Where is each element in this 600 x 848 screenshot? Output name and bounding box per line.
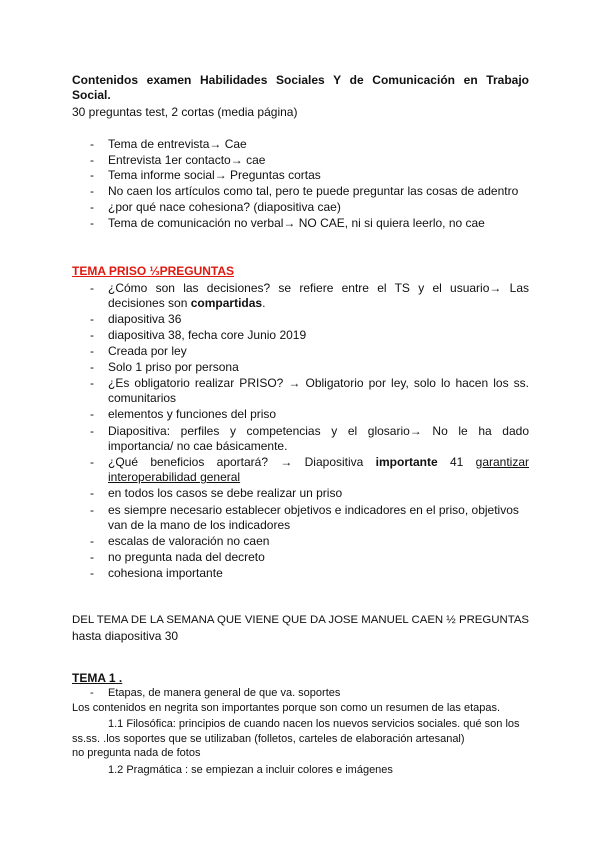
- list-item: ¿por qué nace cohesiona? (diapositiva cae): [108, 200, 341, 214]
- next-week-note: DEL TEMA DE LA SEMANA QUE VIENE QUE DA JOSE MANUEL CAEN ½ PREGUNTAS: [72, 614, 530, 626]
- list-bullet: -: [90, 550, 94, 564]
- list-item-continued: interoperabilidad general: [108, 470, 241, 484]
- list-item: ¿Es obligatorio realizar PRISO? → Obligatorio por ley, solo lo hacen los ss.: [108, 376, 529, 390]
- list-bullet: -: [90, 137, 94, 151]
- list-bullet: -: [90, 687, 94, 699]
- paragraph-line: no pregunta nada de fotos: [72, 747, 201, 759]
- list-item-continued: [108, 296, 265, 311]
- list-item-text: .: [262, 296, 266, 310]
- list-item-continued: van de la mano de los indicadores: [108, 518, 291, 532]
- list-item-text: ¿Qué beneficios aportará? → Diapositiva: [108, 455, 376, 469]
- list-item: Creada por ley: [108, 344, 187, 358]
- list-item-text: 41: [437, 455, 476, 469]
- underlined-text: garantizar: [475, 455, 530, 469]
- list-bullet: -: [90, 312, 94, 326]
- document-title-continued: Social.: [72, 88, 111, 102]
- paragraph-line: ss.ss. .los soportes que se utilizaban (folletos, carteles de elaboración artesanal): [72, 733, 465, 745]
- tema1-heading: TEMA 1 .: [72, 671, 123, 685]
- list-item: no pregunta nada del decreto: [108, 550, 265, 564]
- list-bullet: -: [90, 376, 94, 390]
- list-item: Entrevista 1er contacto→ cae: [108, 153, 266, 167]
- document-title: Contenidos examen Habilidades Sociales Y de Comunicación en Trabajo: [72, 73, 529, 87]
- list-bullet: -: [90, 200, 94, 214]
- list-item: No caen los artículos como tal, pero te puede preguntar las cosas de adentro: [108, 184, 519, 198]
- list-item: Tema informe social→ Preguntas cortas: [108, 168, 321, 182]
- list-bullet: -: [90, 455, 94, 469]
- list-item-continued: comunitarios: [108, 391, 177, 405]
- list-bullet: -: [90, 184, 94, 198]
- list-bullet: -: [90, 360, 94, 374]
- list-item: es siempre necesario establecer objetivos e indicadores en el priso, objetivos: [108, 503, 519, 517]
- next-week-scope: hasta diapositiva 30: [72, 629, 179, 643]
- list-bullet: -: [90, 566, 94, 580]
- list-item: escalas de valoración no caen: [108, 534, 270, 548]
- list-bullet: -: [90, 407, 94, 421]
- list-bullet: -: [90, 216, 94, 230]
- list-bullet: -: [90, 486, 94, 500]
- list-item: en todos los casos se debe realizar un priso: [108, 486, 343, 500]
- emphasis-text: importante: [375, 455, 438, 469]
- emphasis-text: compartidas: [190, 296, 263, 310]
- list-bullet: -: [90, 424, 94, 438]
- list-item: Solo 1 priso por persona: [108, 360, 239, 374]
- list-item: ¿Cómo son las decisiones? se refiere entre el TS y el usuario→ Las: [108, 281, 529, 295]
- list-item: Tema de entrevista→ Cae: [108, 137, 247, 151]
- list-item: elementos y funciones del priso: [108, 407, 277, 421]
- list-bullet: -: [90, 534, 94, 548]
- paragraph-line: 1.1 Filosófica: principios de cuando nacen los nuevos servicios sociales. qué son los: [108, 718, 520, 730]
- paragraph-line: 1.2 Pragmática : se empiezan a incluir colores e imágenes: [108, 764, 393, 776]
- list-item-text: decisiones son: [108, 296, 191, 310]
- list-item: Etapas, de manera general de que va. soportes: [108, 687, 341, 699]
- list-item-continued: importancia/ no cae básicamente.: [108, 439, 288, 453]
- list-bullet: -: [90, 328, 94, 342]
- list-item: cohesiona importante: [108, 566, 223, 580]
- priso-heading: TEMA PRISO ⅓PREGUNTAS: [72, 264, 235, 278]
- exam-format: 30 preguntas test, 2 cortas (media página): [72, 105, 298, 119]
- list-bullet: -: [90, 168, 94, 182]
- list-bullet: -: [90, 281, 94, 295]
- list-item: diapositiva 36: [108, 312, 182, 326]
- paragraph-line: Los contenidos en negrita son importantes porque son como un resumen de las etapas.: [72, 702, 501, 714]
- list-item: diapositiva 38, fecha core Junio 2019: [108, 328, 307, 342]
- list-bullet: -: [90, 503, 94, 517]
- list-item: [108, 455, 529, 470]
- list-item: Diapositiva: perfiles y competencias y el glosario→ No le ha dado: [108, 424, 529, 438]
- list-item: Tema de comunicación no verbal→ NO CAE, ni si quiera leerlo, no cae: [108, 216, 485, 230]
- list-bullet: -: [90, 153, 94, 167]
- list-bullet: -: [90, 344, 94, 358]
